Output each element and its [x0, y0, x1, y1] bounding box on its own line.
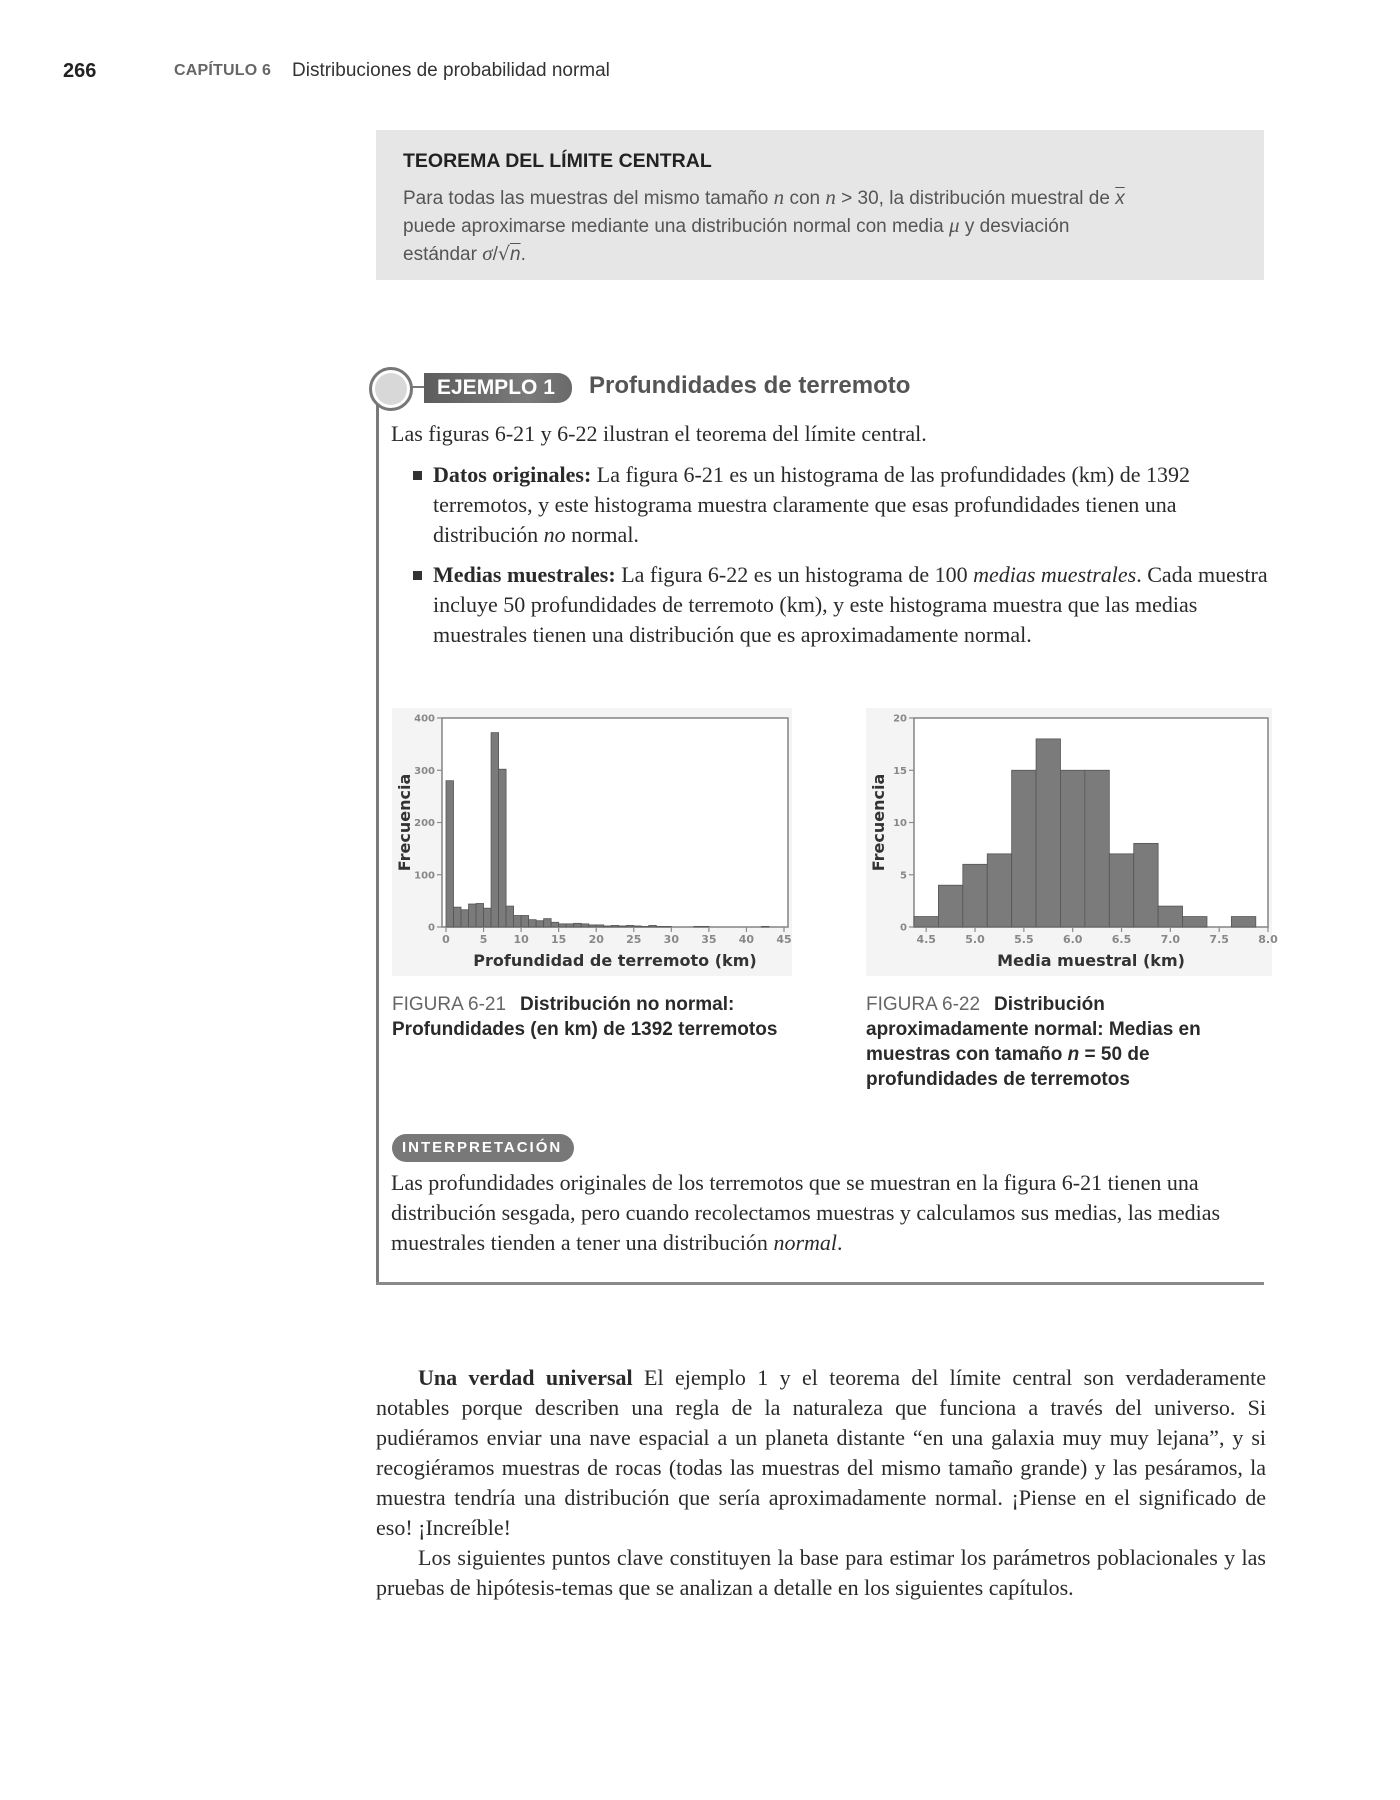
sqrt-icon: √ — [497, 243, 510, 265]
histogram-bar — [611, 925, 619, 927]
theorem-text: Para todas las muestras del mismo tamaño — [403, 188, 774, 209]
svg-text:6.0: 6.0 — [1062, 933, 1083, 946]
svg-text:20: 20 — [893, 713, 907, 725]
example-left-rule — [376, 405, 379, 1285]
svg-text:200: 200 — [414, 818, 435, 829]
svg-text:40: 40 — [738, 933, 755, 946]
svg-text:100: 100 — [414, 870, 435, 882]
interpretation-body: Las profundidades originales de los terremotos que se muestran en la figura 6-21 tienen una distribución sesgada, pero cuando recolectamos muestras y calculamos sus medias, las medias muestrales tienden a tener una distribución — [391, 1170, 1221, 1255]
histogram-bar — [1036, 739, 1060, 927]
svg-text:5: 5 — [900, 870, 907, 882]
svg-text:0: 0 — [428, 922, 435, 934]
svg-text:45: 45 — [776, 933, 792, 946]
example-intro: Las figuras 6-21 y 6-22 ilustran el teorema del límite central. — [391, 421, 927, 446]
figure-6-21-caption — [392, 992, 792, 1042]
histogram-bar — [1012, 770, 1036, 927]
histogram-bar — [551, 922, 559, 927]
histogram-bar — [476, 903, 484, 927]
histogram-bar — [987, 854, 1011, 927]
chapter-label: CAPÍTULO 6 — [174, 62, 272, 79]
theorem-text: con — [784, 188, 826, 209]
figure-caption-text: Distribución no normal: Profundidades (en km) de 1392 terremotos — [392, 994, 778, 1040]
svg-text:4.5: 4.5 — [916, 933, 936, 946]
histogram-bar — [914, 917, 938, 927]
histogram-bar — [506, 906, 514, 927]
body-text — [376, 1363, 1266, 1603]
histogram-bar — [634, 926, 642, 927]
histogram-bar — [1158, 906, 1182, 927]
histogram-bar — [619, 926, 627, 927]
bullet-label: Medias muestrales: — [433, 562, 616, 587]
svg-text:5: 5 — [479, 933, 488, 946]
histogram-bar — [938, 885, 962, 927]
bullet-sample-means — [410, 560, 1270, 650]
bullet-original-data — [410, 460, 1270, 550]
svg-text:300: 300 — [414, 765, 435, 777]
var-n: n — [509, 244, 521, 265]
bullet-label: Datos originales: — [433, 462, 592, 487]
histogram-bar — [963, 864, 987, 927]
interpretation-text — [391, 1168, 1271, 1258]
svg-text:7.5: 7.5 — [1209, 933, 1229, 946]
svg-text:20: 20 — [588, 933, 604, 946]
example-title: Profundidades de terremoto — [589, 372, 911, 399]
chapter-title: Distribuciones de probabilidad normal — [292, 60, 610, 81]
histogram-bar — [514, 916, 522, 927]
svg-text:10: 10 — [893, 818, 907, 829]
theorem-text: y desviación — [959, 216, 1070, 237]
interpretation-badge: INTERPRETACIÓN — [392, 1134, 574, 1162]
histogram-bar — [544, 919, 552, 927]
histogram-bar — [454, 907, 462, 927]
example-badge: EJEMPLO 1 — [424, 373, 572, 403]
histogram-bar — [649, 925, 657, 927]
histogram-sample-means-chart — [866, 708, 1278, 976]
var-n: n — [773, 185, 785, 209]
histogram-bar — [664, 926, 672, 927]
histogram-bar — [499, 769, 507, 927]
histogram-bar — [596, 925, 604, 927]
histogram-bar — [694, 926, 702, 927]
svg-text:30: 30 — [663, 933, 679, 946]
histogram-bar — [656, 926, 664, 927]
svg-text:8.0: 8.0 — [1258, 933, 1278, 946]
figure-caption-text: = 50 de profundidades de terremotos — [866, 1044, 1150, 1090]
theorem-text: . — [520, 244, 526, 265]
square-bullet-icon — [413, 571, 422, 580]
paragraph-key-points: Los siguientes puntos clave constituyen la base para estimar los parámetros poblacionales y las pruebas de hipótesis-temas que se analizan a detalle en los siguientes capítulos. — [376, 1545, 1266, 1600]
svg-text:25: 25 — [626, 933, 642, 946]
figure-6-22-caption — [866, 992, 1266, 1092]
y-axis-label: Frecuencia — [395, 773, 414, 872]
x-axis-label: Media muestral (km) — [997, 951, 1185, 970]
histogram-bar — [484, 908, 492, 927]
figure-number: FIGURA 6-21 — [392, 994, 507, 1015]
mu-symbol: μ — [949, 213, 960, 237]
bullet-text: . Cada muestra incluye 50 profundidades de terremoto (km), y este histograma muestra que las medias muestrales tienen una distribución que es aproximadamente normal. — [433, 562, 1268, 647]
histogram-bar — [469, 904, 477, 927]
histogram-bar — [574, 923, 582, 927]
histogram-bar — [761, 926, 769, 927]
figure-caption-text: Distribución aproximadamente normal: Medias en muestras con tamaño — [866, 994, 1201, 1065]
slash-symbol: / — [492, 244, 498, 265]
svg-text:15: 15 — [893, 765, 907, 777]
histogram-bar — [491, 733, 499, 927]
histogram-bar — [701, 926, 709, 927]
theorem-text: puede aproximarse mediante una distribución normal con media — [403, 216, 950, 237]
square-bullet-icon — [413, 471, 422, 480]
histogram-bar — [581, 924, 589, 927]
histogram-bar — [559, 924, 567, 927]
svg-text:5.5: 5.5 — [1014, 933, 1034, 946]
example-bottom-rule — [376, 1282, 1264, 1285]
theorem-text: > 30, la distribución muestral de — [835, 188, 1116, 209]
run-in-heading: Una verdad universal — [418, 1365, 633, 1390]
histogram-bar — [604, 926, 612, 927]
histogram-bar — [446, 781, 454, 927]
var-n: n — [1067, 1044, 1080, 1065]
example-circle-icon — [369, 367, 413, 411]
bullet-text: La figura 6-21 es un histograma de las profundidades (km) de 1392 terremotos, y este histograma muestra claramente que esas profundidades tienen una distribución — [433, 462, 1190, 547]
histogram-figure-6-22 — [866, 708, 1278, 976]
interpretation-body: . — [837, 1230, 843, 1255]
svg-text:10: 10 — [513, 933, 529, 946]
histogram-bar — [536, 921, 544, 927]
theorem-title: TEOREMA DEL LÍMITE CENTRAL — [403, 150, 712, 172]
histogram-depths-chart — [392, 708, 792, 976]
histogram-bar — [566, 924, 574, 927]
sigma-symbol: σ — [482, 241, 493, 265]
histogram-bar — [641, 926, 649, 927]
bullet-emphasis: no — [543, 522, 566, 547]
svg-text:35: 35 — [701, 933, 717, 946]
histogram-bar — [1231, 917, 1255, 927]
page-number: 266 — [63, 60, 97, 82]
svg-text:400: 400 — [414, 713, 435, 725]
theorem-box — [376, 130, 1264, 280]
figure-number: FIGURA 6-22 — [866, 994, 981, 1015]
svg-text:15: 15 — [551, 933, 567, 946]
theorem-body — [403, 184, 1243, 268]
theorem-text: estándar — [403, 244, 483, 265]
example-connector — [412, 386, 424, 388]
example-bullets — [410, 460, 1270, 660]
svg-text:7.0: 7.0 — [1160, 933, 1181, 946]
histogram-bar — [1085, 770, 1109, 927]
histogram-bar — [1183, 917, 1207, 927]
var-n: n — [825, 185, 836, 209]
histogram-bar — [1109, 854, 1133, 927]
bullet-text: La figura 6-22 es un histograma de 100 — [615, 562, 974, 587]
x-axis-label: Profundidad de terremoto (km) — [473, 951, 757, 970]
histogram-bar — [1060, 770, 1084, 927]
histogram-bar — [529, 920, 537, 927]
histogram-bar — [589, 925, 597, 927]
histogram-bar — [626, 925, 634, 927]
histogram-bar — [461, 910, 469, 927]
bullet-emphasis: medias muestrales — [973, 562, 1137, 587]
x-bar-symbol: $\overline{x}$ — [1115, 188, 1125, 209]
svg-text:0: 0 — [900, 922, 907, 934]
y-axis-label: Frecuencia — [869, 773, 888, 872]
histogram-figure-6-21 — [392, 708, 792, 976]
histogram-bar — [1134, 843, 1158, 927]
svg-text:5.0: 5.0 — [965, 933, 985, 946]
running-header — [63, 60, 1263, 88]
histogram-bar — [521, 916, 529, 927]
svg-text:0: 0 — [442, 933, 450, 946]
bullet-text: normal. — [565, 522, 639, 547]
interpretation-emphasis: normal — [773, 1230, 837, 1255]
paragraph-universal-truth — [376, 1363, 1266, 1543]
svg-text:6.5: 6.5 — [1111, 933, 1132, 946]
paragraph-text: El ejemplo 1 y el teorema del límite central son verdaderamente notables porque describen una regla de la naturaleza que funciona a través del universo. Si pudiéramos enviar una nave espacial a un planeta distante “en una galaxia muy muy lejana”, y si recogiéramos muestras de rocas (todas las muestras del mismo tamaño grande) y las pesáramos, la muestra tendría una distribución que sería aproximadamente normal. ¡Piense en el significado de eso! ¡Increíble! — [376, 1365, 1266, 1540]
